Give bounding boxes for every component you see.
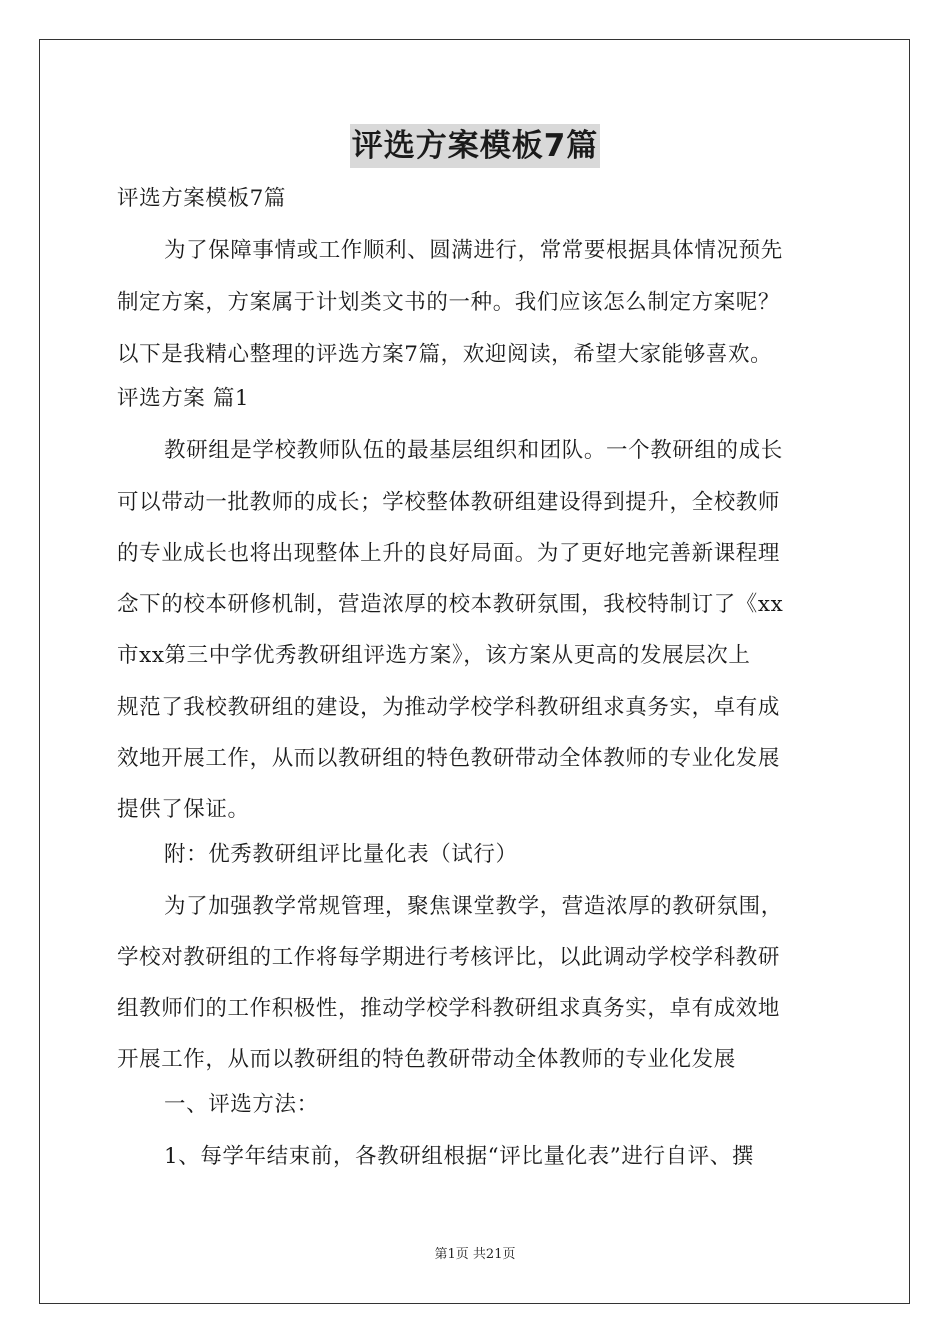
paragraph-line: 1、每学年结束前，各教研组根据“评比量化表”进行自评、撰 xyxy=(164,1144,754,1169)
paragraph-line: 组教师们的工作积极性，推动学校学科教研组求真务实，卓有成效地 xyxy=(117,996,781,1021)
paragraph-line: 效地开展工作，从而以教研组的特色教研带动全体教师的专业化发展 xyxy=(117,746,781,771)
paragraph-line: 念下的校本研修机制，营造浓厚的校本教研氛围，我校特制订了《xx xyxy=(117,592,784,617)
paragraph-line: 可以带动一批教师的成长；学校整体教研组建设得到提升，全校教师 xyxy=(117,490,781,515)
section-heading: 评选方案 篇1 xyxy=(117,386,250,411)
appendix-heading: 附：优秀教研组评比量化表（试行） xyxy=(164,842,518,867)
paragraph-line: 为了加强教学常规管理，聚焦课堂教学，营造浓厚的教研氛围， xyxy=(164,894,783,919)
paragraph-line: 开展工作，从而以教研组的特色教研带动全体教师的专业化发展 xyxy=(117,1047,736,1072)
paragraph-line: 以下是我精心整理的评选方案7篇，欢迎阅读，希望大家能够喜欢。 xyxy=(117,342,773,367)
paragraph-line: 制定方案，方案属于计划类文书的一种。我们应该怎么制定方案呢？ xyxy=(117,290,781,315)
page-number-footer: 第1页 共21页 xyxy=(434,1247,516,1262)
paragraph-line: 规范了我校教研组的建设，为推动学校学科教研组求真务实，卓有成 xyxy=(117,695,781,720)
paragraph-line: 学校对教研组的工作将每学期进行考核评比，以此调动学校学科教研 xyxy=(117,945,781,970)
title-container xyxy=(0,124,950,168)
subsection-heading: 一、评选方法： xyxy=(164,1092,319,1117)
paragraph-line: 提供了保证。 xyxy=(117,797,250,822)
paragraph-line: 的专业成长也将出现整体上升的良好局面。为了更好地完善新课程理 xyxy=(117,541,781,566)
paragraph-line: 市xx第三中学优秀教研组评选方案》，该方案从更高的发展层次上 xyxy=(117,643,751,668)
paragraph-line: 教研组是学校教师队伍的最基层组织和团队。一个教研组的成长 xyxy=(164,438,783,463)
document-title: 评选方案模板7篇 xyxy=(350,124,601,168)
paragraph-line: 为了保障事情或工作顺利、圆满进行，常常要根据具体情况预先 xyxy=(164,238,783,263)
subtitle-line: 评选方案模板7篇 xyxy=(117,186,286,211)
